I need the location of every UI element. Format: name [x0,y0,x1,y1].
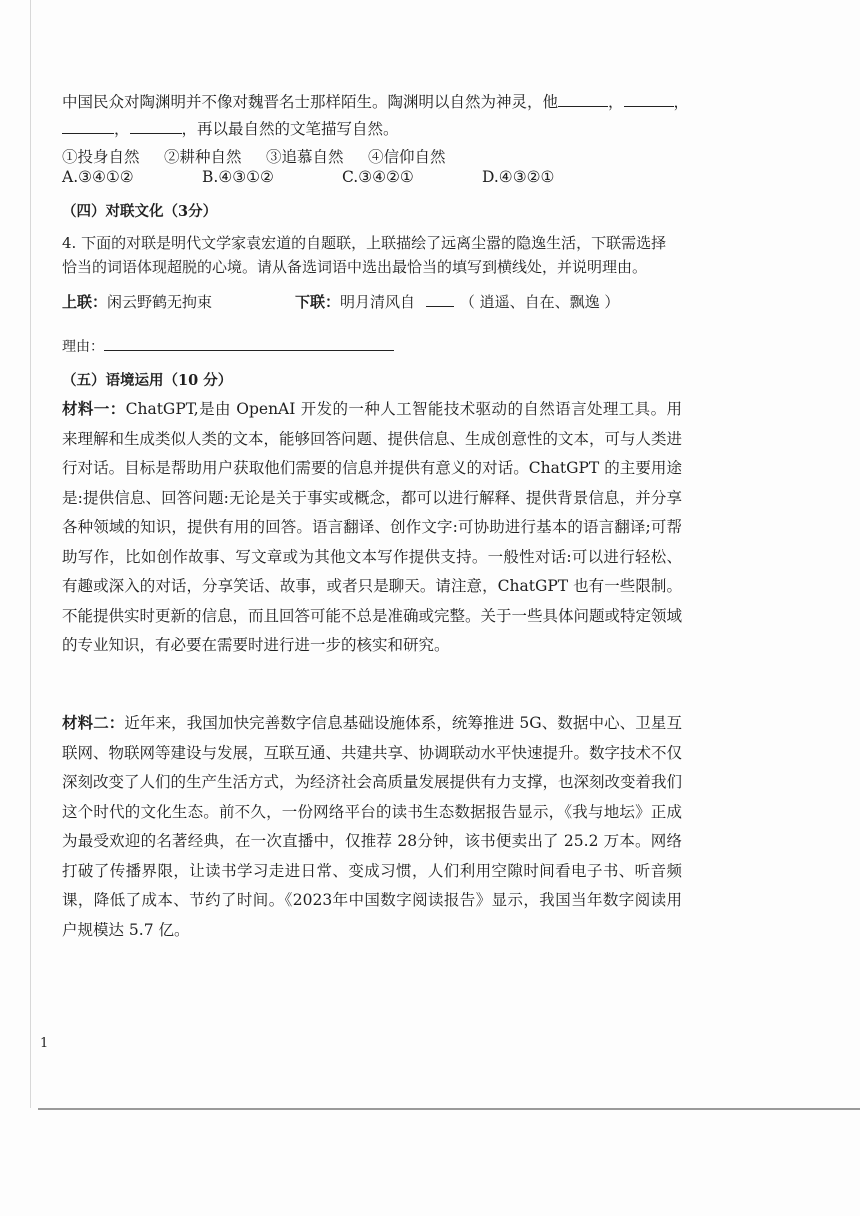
q3-text-end: ，再以最自然的文笔描写自然。 [181,120,399,138]
q3-sep: ， [608,93,624,111]
section5-heading: （五）语境运用（10 分） [62,372,233,389]
reason-label: 理由： [62,339,104,355]
q4-prompt-line-1: 4. 下面的对联是明代文学家袁宏道的自题联，上联描绘了远离尘嚣的隐逸生活，下联需选择 [62,234,667,252]
q3-blank-3[interactable] [62,119,114,134]
q3-items [62,145,446,167]
q3-item: ①投身自然 [62,148,140,166]
lower-couplet-text: 明月清风自 [340,293,416,311]
material-2-label: 材料二： [62,713,125,732]
q3-choice[interactable]: B.④③①② [202,168,274,186]
q4-prompt-line-2: 恰当的词语体现超脱的心境。请从备选词语中选出最恰当的填写到横线处，并说明理由。 [62,258,648,276]
q3-blank-2[interactable] [624,92,674,107]
upper-couplet-text: 闲云野鹤无拘束 [107,293,213,311]
material-2-text: 近年来，我国加快完善数字信息基础设施体系，统筹推进 5G、数据中心、卫星互联网、物联网等建设与发展，互联互通、共建共享、协调联动水平快速提升。数字技术不仅深刻改变了人们的生产生活方式，为经济社会高质量发展提供有力支撑，也深刻改变着我们这个时代的文化生态。前不久，一份网络平台的读书生态数据报告显示，《我与地坛》正成为最受欢迎的名著经典，在一次直播中，仅推荐 28分钟，该书便卖出了 25.2 万本。网络打破了传播界限，让读书学习走进日常、变成习惯，人们利用空隙时间看电子书、听音频课，降低了成本、节约了时间。《2023年中国数字阅读报告》显示，我国当年数字阅读用户规模达 5.7 亿。 [62,714,683,939]
page-bottom-edge [38,1108,860,1110]
page-number: 1 [40,1036,49,1051]
material-1 [62,394,682,661]
couplet-row [62,291,619,312]
q3-choices [62,168,554,186]
q3-line-1 [62,90,689,112]
material-2 [62,708,682,945]
lower-couplet-label: 下联： [295,293,341,311]
reason-blank[interactable] [104,336,394,351]
q3-choice[interactable]: D.④③②① [482,168,555,186]
material-1-text: ChatGPT,是由 OpenAI 开发的一种人工智能技术驱动的自然语言处理工具。用来理解和生成类似人类的文本，能够回答问题、提供信息、生成创意性的文本，可与人类进行对话。目标是帮助用户获取他们需要的信息并提供有意义的对话。ChatGPT 的主要用途是:提供信息、回答问题:无论是关于事实或概念，都可以进行解释、提供背景信息，并分享各种领域的知识，提供有用的回答。语言翻译、创作文字:可协助进行基本的语言翻译;可帮助写作，比如创作故事、写文章或为其他文本写作提供支持。一般性对话:可以进行轻松、有趣或深入的对话，分享笑话、故事，或者只是聊天。请注意，ChatGPT 也有一些限制。不能提供实时更新的信息，而且回答可能不总是准确或完整。关于一些具体问题或特定领域的专业知识，有必要在需要时进行进一步的核实和研究。 [62,400,683,654]
page-left-border [30,0,31,1108]
section4-heading: （四）对联文化（3分） [62,203,218,220]
reason-row [62,336,394,356]
q3-sep: ， [673,93,690,111]
upper-couplet-label: 上联： [62,293,108,311]
couplet-blank[interactable] [426,292,454,307]
q3-choice[interactable]: C.③④②① [342,168,414,186]
q3-sep: ， [114,120,130,138]
q3-line-2 [62,117,399,139]
material-1-label: 材料一： [62,399,126,418]
q3-blank-1[interactable] [558,92,608,107]
q3-item: ③追慕自然 [266,148,344,166]
q3-blank-4[interactable] [130,119,182,134]
couplet-options: （ 逍遥、自在、飘逸 ） [459,293,620,311]
q3-item: ②耕种自然 [164,148,242,166]
q3-item: ④信仰自然 [368,148,446,166]
q3-choice[interactable]: A.③④①② [62,168,134,186]
q3-text: 中国民众对陶渊明并不像对魏晋名士那样陌生。陶渊明以自然为神灵，他 [62,93,559,111]
